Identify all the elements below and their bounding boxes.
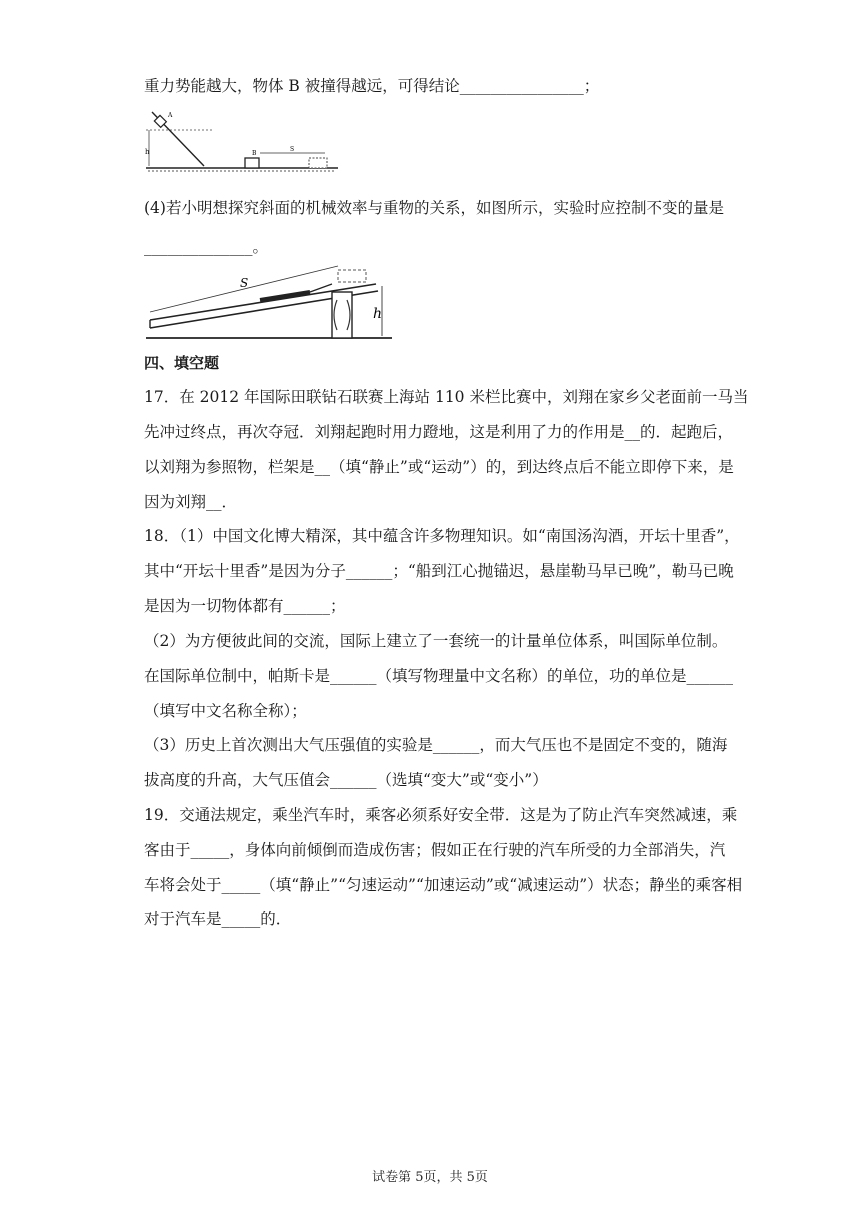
incline-support xyxy=(332,292,352,338)
q18-line-7: （3）历史上首次测出大气压强值的实验是______，而大气压也不是固定不变的，随海 xyxy=(144,736,728,754)
q19-line-2: 客由于_____，身体向前倾倒而造成伤害；假如正在行驶的汽车所受的力全部消失，汽 xyxy=(144,841,726,859)
page-footer: 试卷第 5页，共 5页 xyxy=(372,1170,488,1185)
q18-line-3: 是因为一切物体都有______； xyxy=(144,597,346,615)
cart-outline xyxy=(338,270,366,282)
q19-line-4: 对于汽车是_____的． xyxy=(144,910,292,928)
q18-line-1: 18．（1）中国文化博大精深，其中蕴含许多物理知识。如“南国汤沟酒，开坛十里香”， xyxy=(144,527,740,545)
figure2-label-s: S xyxy=(240,276,249,290)
q19-line-1: 19．交通法规定，乘坐汽车时，乘客必须系好安全带．这是为了防止汽车突然减速，乘 xyxy=(144,806,738,824)
q17-line-3: 以刘翔为参照物，栏架是__（填“静止”或“运动”）的，到达终点后不能立即停下来，是 xyxy=(144,458,734,476)
section-title: 四、填空题 xyxy=(144,354,220,372)
figure1-label-a: A xyxy=(168,112,173,119)
q18-line-6: （填写中文名称全称）； xyxy=(144,702,307,720)
figure1-label-s: S xyxy=(290,146,295,153)
q18-line-5: 在国际单位制中，帕斯卡是______（填写物理量中文名称）的单位，功的单位是______ xyxy=(144,667,734,685)
q17-line-2: 先冲过终点，再次夺冠．刘翔起跑时用力蹬地，这是利用了力的作用是__的．起跑后， xyxy=(144,423,734,441)
q17-line-4: 因为刘翔__． xyxy=(144,493,238,511)
line-q4-blank: ______________。 xyxy=(144,238,269,256)
q17-line-1: 17．在 2012 年国际田联钻石联赛上海站 110 米栏比赛中，刘翔在家乡父老面前一马当 xyxy=(144,388,749,406)
q18-line-8: 拔高度的升高，大气压值会______（选填“变大”或“变小”） xyxy=(144,771,548,789)
figure1-label-h: h xyxy=(145,148,150,156)
figure-incline xyxy=(142,262,402,344)
q19-line-3: 车将会处于_____（填“静止”“匀速运动”“加速运动”或“减速运动”）状态；静坐的乘客相 xyxy=(144,876,743,894)
line-q4: (4)若小明想探究斜面的机械效率与重物的关系，如图所示，实验时应控制不变的量是 xyxy=(144,199,724,217)
block-b-moved xyxy=(309,158,327,168)
figure-ball-ramp xyxy=(142,108,342,174)
line-conclusion: 重力势能越大，物体 B 被撞得越远，可得结论________________； xyxy=(144,77,600,95)
q18-line-2: 其中“开坛十里香”是因为分子______；“船到江心抛锚迟，悬崖勒马早已晚”，勒马已晚 xyxy=(144,562,734,580)
block-b xyxy=(245,158,259,168)
q18-line-4: （2）为方便彼此间的交流，国际上建立了一套统一的计量单位体系，叫国际单位制。 xyxy=(144,632,728,650)
figure1-label-b: B xyxy=(252,150,257,157)
figure2-label-h: h xyxy=(373,306,383,322)
